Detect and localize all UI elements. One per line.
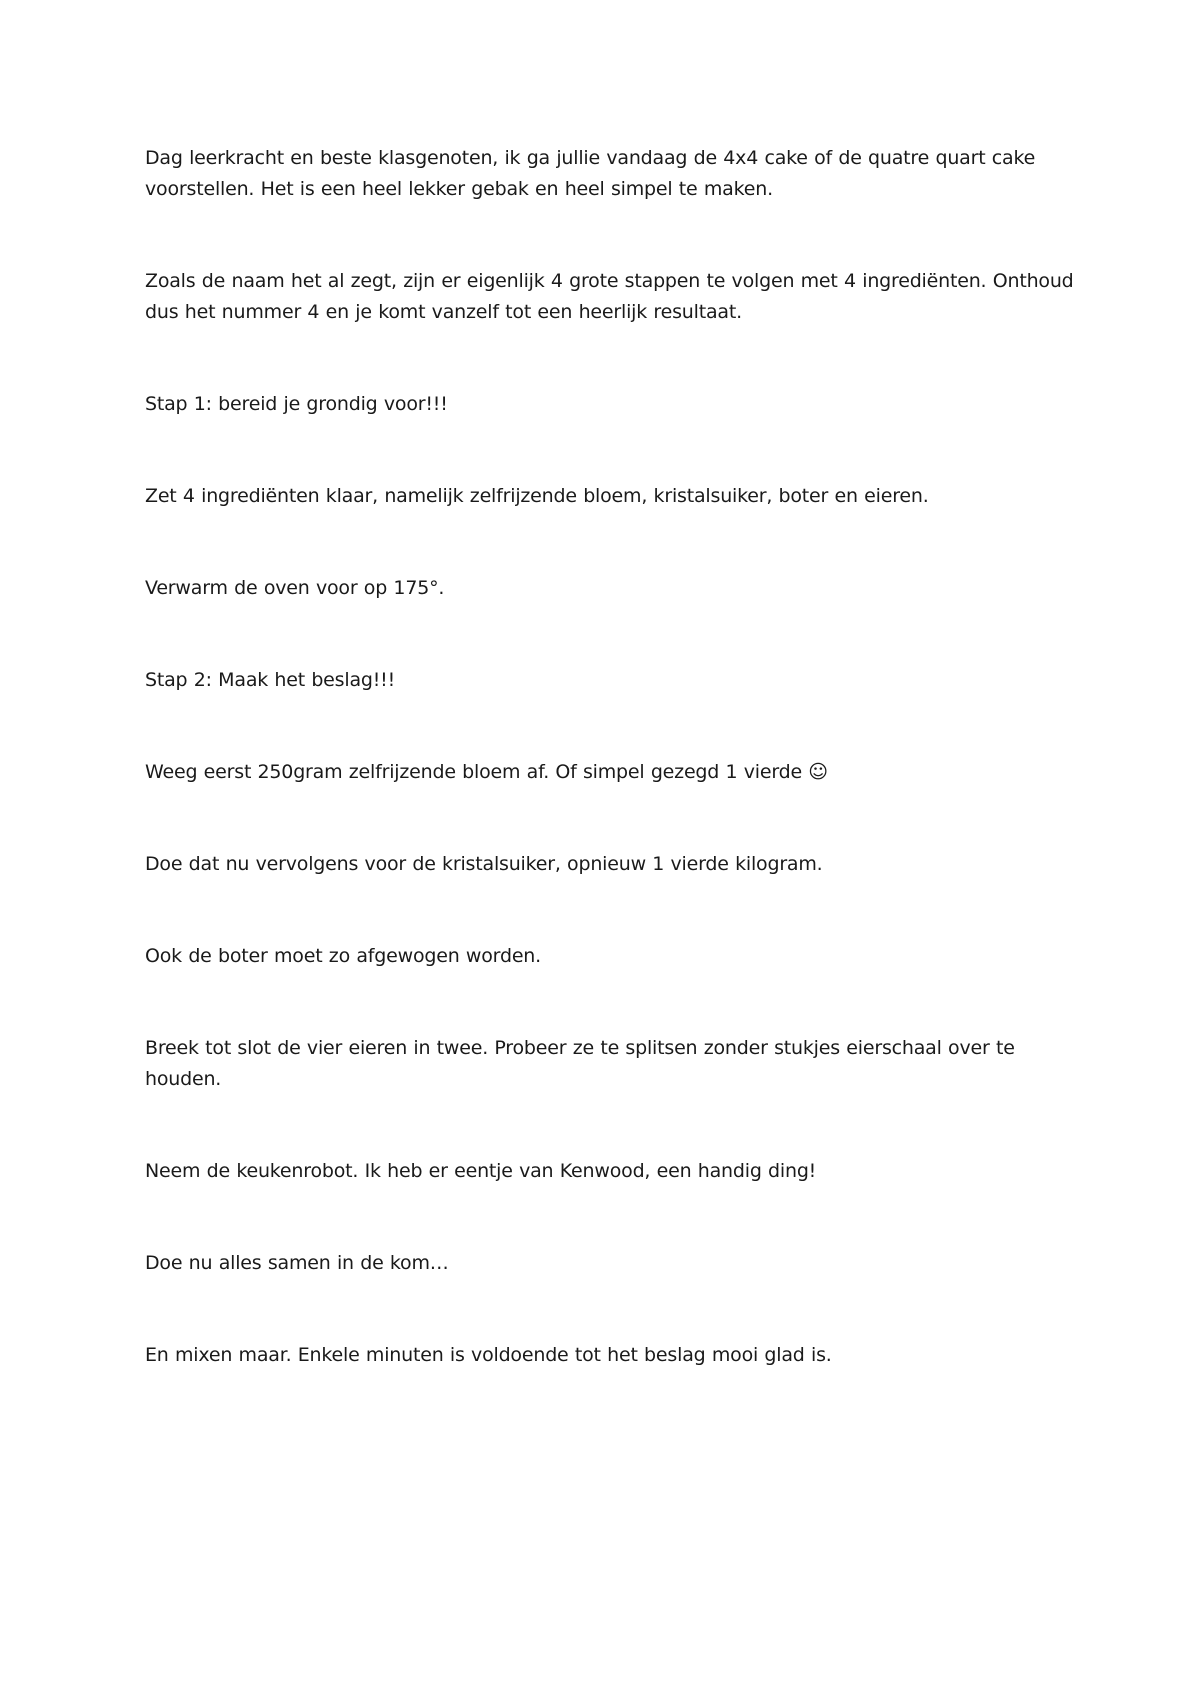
paragraph-sugar: Doe dat nu vervolgens voor de kristalsuiker, opnieuw 1 vierde kilogram. (145, 853, 823, 875)
paragraph-combine: Doe nu alles samen in de kom… (145, 1252, 449, 1274)
paragraph-intro: Dag leerkracht en beste klasgenoten, ik ga jullie vandaag de 4x4 cake of de quatre quart cake voorstellen. Het is een heel lekker gebak en heel simpel te maken. (145, 147, 1036, 200)
step-1-heading: Stap 1: bereid je grondig voor!!! (145, 393, 448, 415)
paragraph-mix: En mixen maar. Enkele minuten is voldoende tot het beslag mooi glad is. (145, 1344, 832, 1366)
paragraph-oven: Verwarm de oven voor op 175°. (145, 577, 445, 599)
paragraph-eggs: Breek tot slot de vier eieren in twee. Probeer ze te splitsen zonder stukjes eierschaal over te houden. (145, 1037, 1015, 1090)
paragraph-name-explanation: Zoals de naam het al zegt, zijn er eigenlijk 4 grote stappen te volgen met 4 ingrediënten. Onthoud dus het nummer 4 en je komt vanzelf tot een heerlijk resultaat. (145, 270, 1074, 323)
paragraph-ingredients: Zet 4 ingrediënten klaar, namelijk zelfrijzende bloem, kristalsuiker, boter en eieren. (145, 485, 929, 507)
paragraph-butter: Ook de boter moet zo afgewogen worden. (145, 945, 541, 967)
paragraph-mixer: Neem de keukenrobot. Ik heb er eentje van Kenwood, een handig ding! (145, 1160, 817, 1182)
step-2-heading: Stap 2: Maak het beslag!!! (145, 669, 396, 691)
paragraph-flour: Weeg eerst 250gram zelfrijzende bloem af. Of simpel gezegd 1 vierde ☺ (145, 761, 828, 783)
document-body (145, 143, 1075, 1371)
